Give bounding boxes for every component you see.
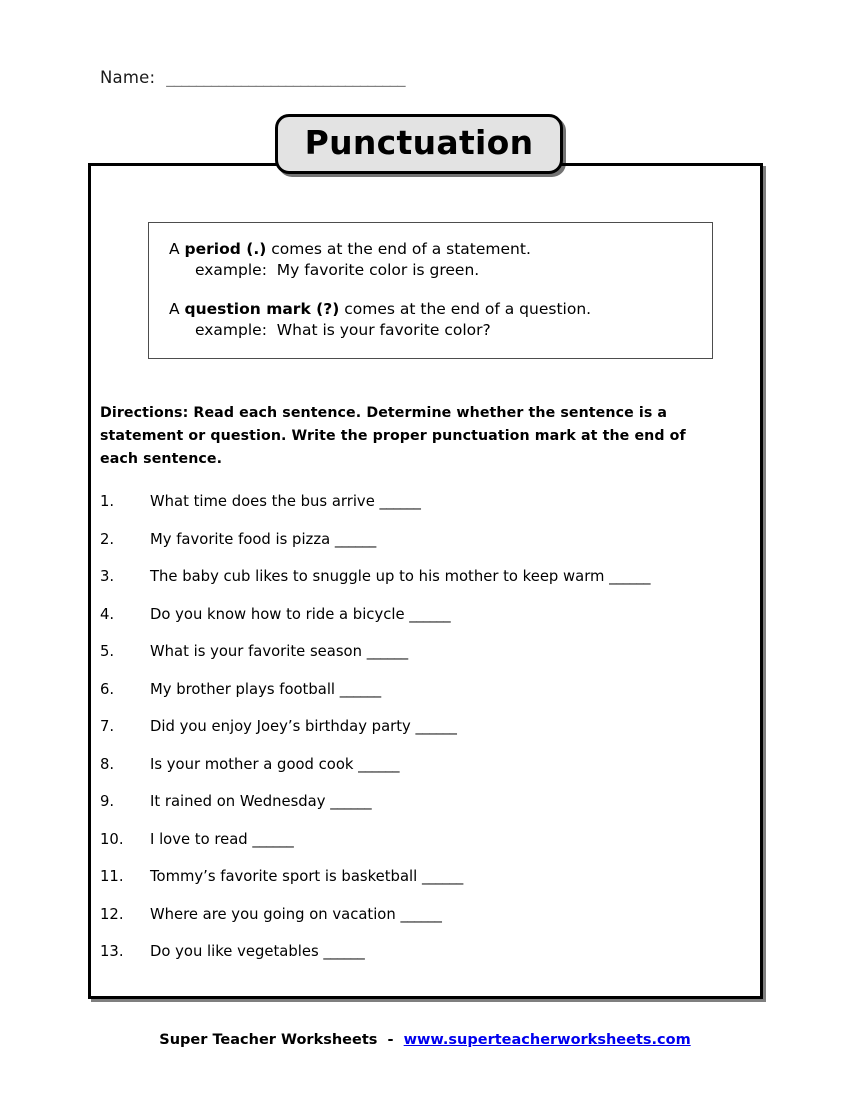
- answer-blank[interactable]: ______: [334, 530, 376, 548]
- question-text: Do you know how to ride a bicycle: [150, 605, 410, 623]
- question-number: 5.: [100, 643, 115, 660]
- question-number: 1.: [100, 493, 115, 510]
- rule-period-prefix: A: [169, 240, 185, 258]
- question-text: Did you enjoy Joey’s birthday party: [150, 718, 416, 735]
- question-item: [100, 718, 740, 756]
- question-text: Do you like vegetables: [150, 943, 324, 960]
- answer-blank[interactable]: ______: [358, 755, 399, 773]
- rule-question-example: example: What is your favorite color?: [195, 321, 491, 340]
- question-number: 13.: [100, 943, 124, 960]
- question-number: 7.: [100, 718, 115, 735]
- question-text: It rained on Wednesday: [150, 793, 331, 810]
- rule-period: [169, 239, 712, 282]
- question-item: [100, 681, 740, 719]
- rule-question-mark: [169, 299, 712, 342]
- answer-blank[interactable]: ______: [252, 830, 294, 848]
- worksheet-title-tab: [275, 114, 563, 174]
- question-text: My brother plays football: [150, 680, 340, 698]
- question-item: [100, 606, 740, 644]
- rule-period-suffix: comes at the end of a statement.: [266, 240, 531, 258]
- question-number: 2.: [100, 530, 115, 548]
- question-item: [100, 793, 740, 831]
- question-item: [100, 493, 740, 531]
- footer-separator: -: [377, 1032, 404, 1048]
- question-text: What is your favorite season: [150, 643, 367, 660]
- name-blank-line[interactable]: ________________________________: [166, 68, 405, 87]
- question-number: 10.: [100, 830, 124, 848]
- question-number: 3.: [100, 568, 115, 585]
- rule-question-prefix: A: [169, 299, 185, 318]
- question-number: 4.: [100, 605, 115, 623]
- punctuation-rules-box: [148, 222, 713, 359]
- rule-period-example: example: My favorite color is green.: [195, 261, 480, 280]
- rule-question-statement: [169, 299, 712, 320]
- question-item: [100, 756, 740, 794]
- question-item: [100, 643, 740, 681]
- question-text: What time does the bus arrive: [150, 493, 380, 510]
- answer-blank[interactable]: ______: [409, 605, 451, 623]
- footer-brand: Super Teacher Worksheets: [159, 1032, 378, 1048]
- rule-question-term: question mark (?): [184, 299, 340, 318]
- rule-period-term: period (.): [184, 240, 267, 258]
- question-item: [100, 906, 740, 944]
- question-text: I love to read: [150, 830, 253, 848]
- footer: [0, 1032, 850, 1048]
- question-number: 6.: [100, 680, 115, 698]
- question-text: Tommy’s favorite sport is basketball: [150, 868, 422, 885]
- name-label: Name:: [100, 68, 156, 87]
- footer-website-link[interactable]: www.superteacherworksheets.com: [403, 1032, 691, 1048]
- answer-blank[interactable]: ______: [609, 568, 650, 585]
- answer-blank[interactable]: ______: [379, 493, 421, 510]
- question-number: 11.: [100, 868, 124, 885]
- name-field-row: [100, 68, 405, 87]
- answer-blank[interactable]: ______: [323, 943, 365, 960]
- directions-text: Directions: Read each sentence. Determine whether the sentence is a statement or question. Write the proper punctuation mark at the end of each sentence.: [100, 405, 686, 467]
- question-item: [100, 831, 740, 869]
- question-item: [100, 868, 740, 906]
- answer-blank[interactable]: ______: [330, 793, 372, 810]
- answer-blank[interactable]: ______: [366, 643, 408, 660]
- answer-blank[interactable]: ______: [421, 868, 463, 885]
- rule-question-suffix: comes at the end of a question.: [339, 299, 592, 318]
- question-item: [100, 531, 740, 569]
- question-item: [100, 943, 740, 981]
- questions-list: [100, 493, 740, 981]
- answer-blank[interactable]: ______: [400, 905, 442, 923]
- page-title: Punctuation: [304, 123, 534, 162]
- question-number: 12.: [100, 905, 124, 923]
- question-number: 9.: [100, 793, 115, 810]
- question-text: Is your mother a good cook: [150, 755, 359, 773]
- question-item: [100, 568, 740, 606]
- question-number: 8.: [100, 755, 115, 773]
- question-text: The baby cub likes to snuggle up to his mother to keep warm: [150, 568, 610, 585]
- question-text: My favorite food is pizza: [150, 530, 335, 548]
- rule-period-statement: [169, 239, 712, 260]
- question-text: Where are you going on vacation: [150, 905, 401, 923]
- answer-blank[interactable]: ______: [339, 680, 381, 698]
- answer-blank[interactable]: ______: [415, 718, 457, 735]
